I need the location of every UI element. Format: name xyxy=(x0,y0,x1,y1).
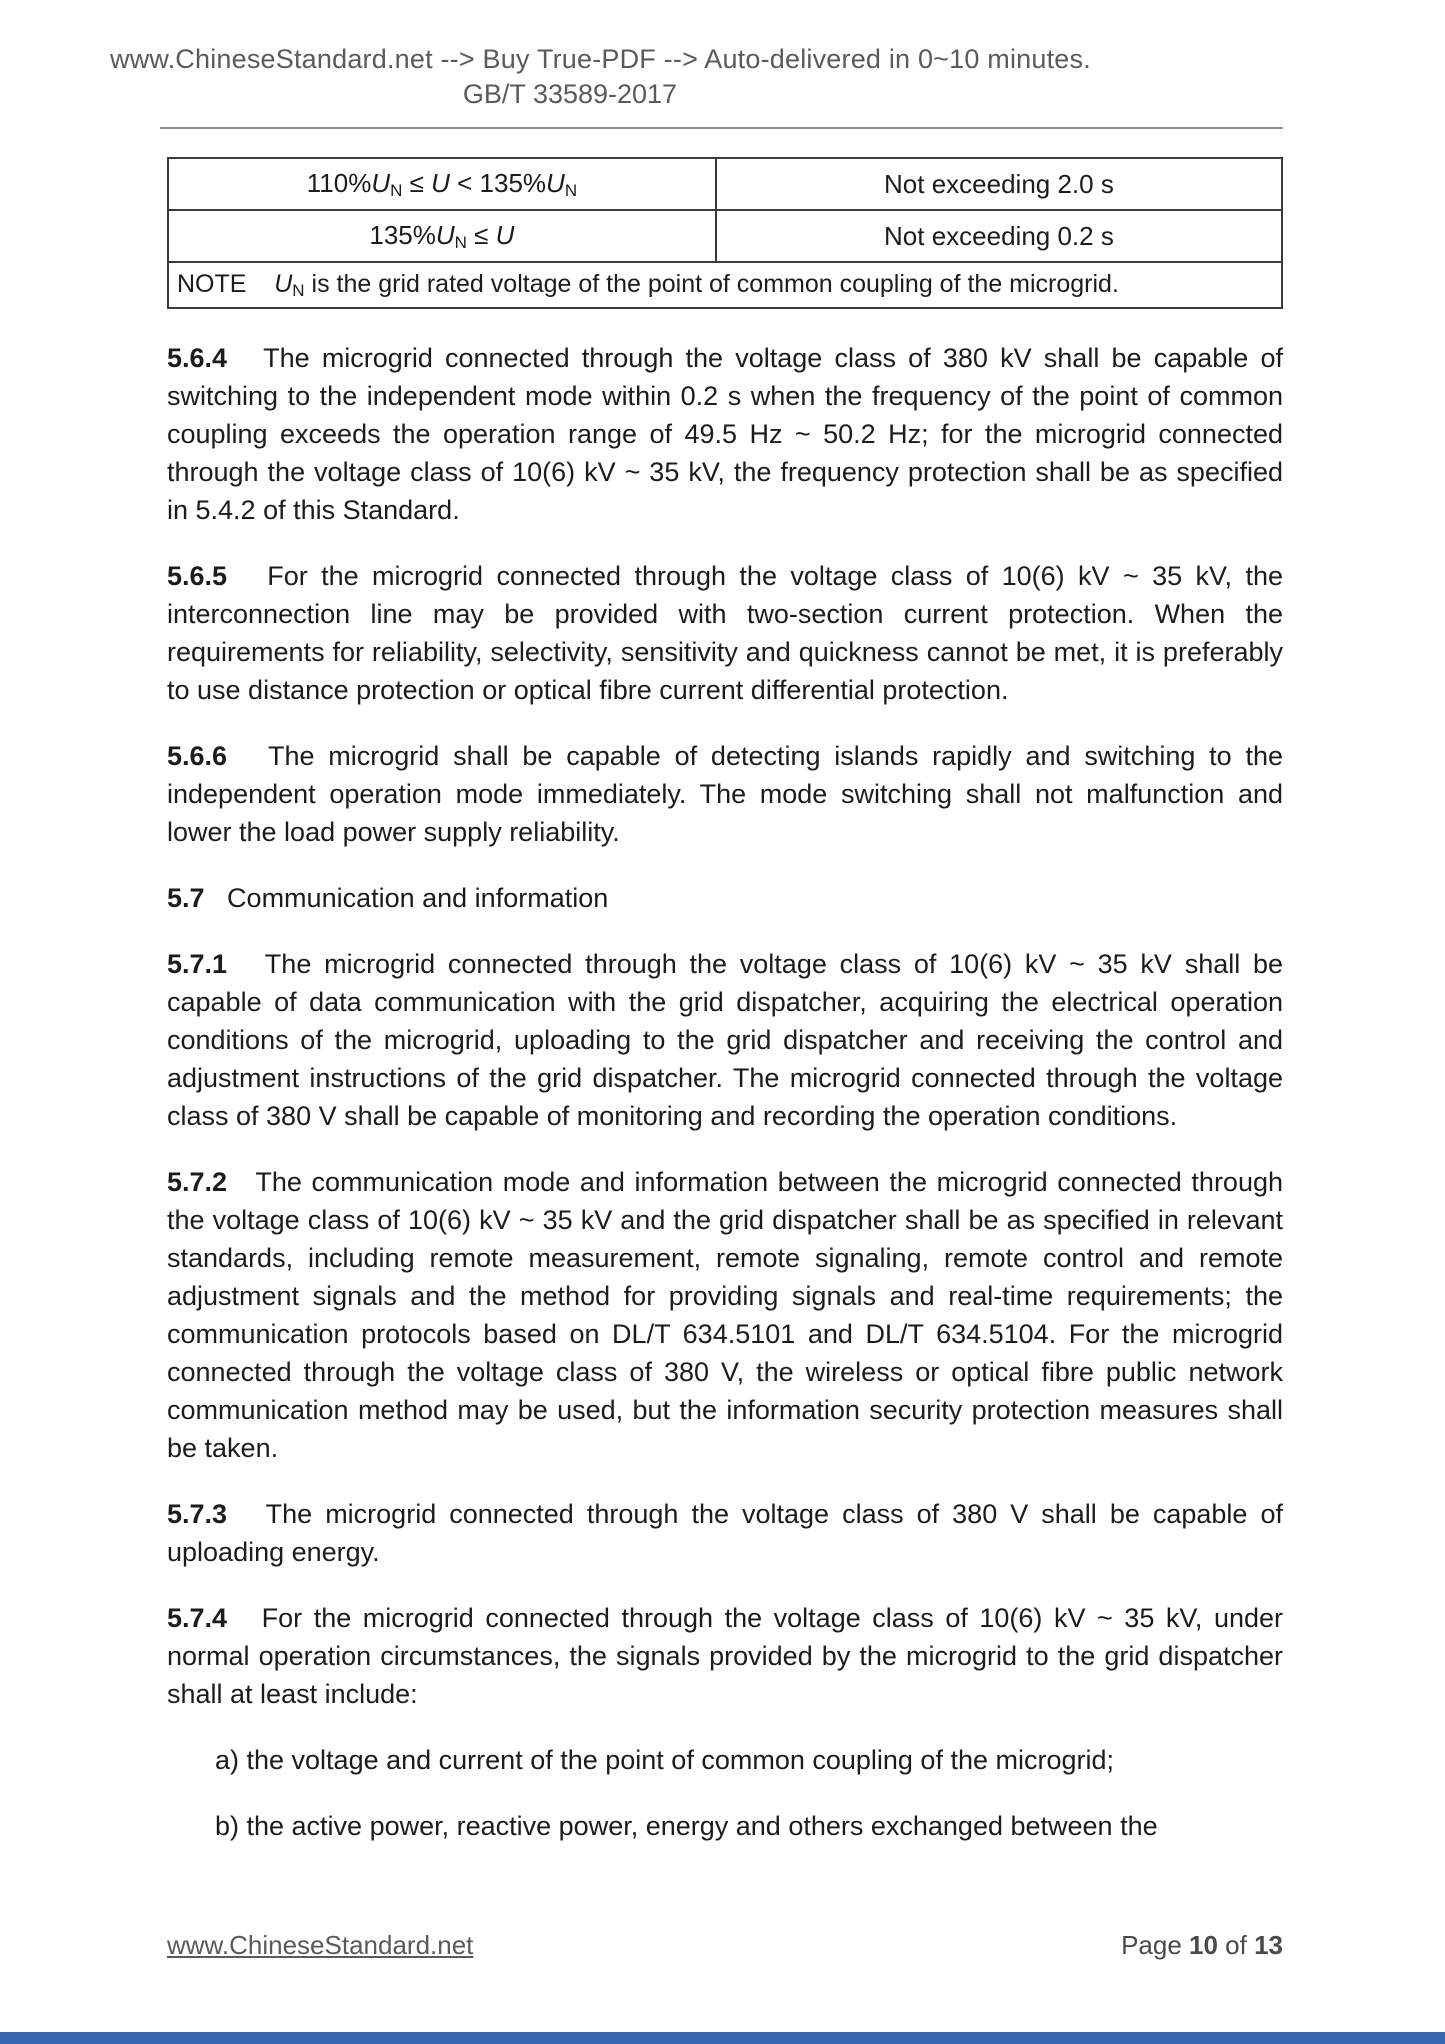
para-5-7-1: 5.7.1 The microgrid connected through the voltage class of 10(6) kV ~ 35 kV shall be capable of data communication with the grid dispatcher, acquiring the electrical operation conditions of the microgrid, uploading to the grid dispatcher and receiving the control and adjustment instructions of the grid dispatcher. The microgrid connected through the voltage class of 380 V shall be capable of monitoring and recording the operation conditions. xyxy=(167,949,1283,1131)
cell-requirement-1: Not exceeding 2.0 s xyxy=(716,158,1282,210)
cell-voltage-condition-2: $135\%U_N \le U$ xyxy=(168,210,716,262)
heading-5-7: 5.7 Communication and information xyxy=(167,883,609,913)
para-5-6-6: 5.6.6 The microgrid shall be capable of detecting islands rapidly and switching to the independent operation mode immediately. The mode switching shall not malfunction and lower the load power supply reliability. xyxy=(167,741,1283,847)
header-watermark: www.ChineseStandard.net --> Buy True-PDF --> Auto-delivered in 0~10 minutes. xyxy=(110,44,1091,74)
para-5-6-4: 5.6.4 The microgrid connected through the voltage class of 380 kV shall be capable of switching to the independent mode within 0.2 s when the frequency of the point of common coupling exceeds the operation range of 49.5 Hz ~ 50.2 Hz; for the microgrid connected through the voltage class of 10(6) kV ~ 35 kV, the frequency protection shall be as specified in 5.4.2 of this Standard. xyxy=(167,343,1283,525)
table-note: NOTE $U_N$ is the grid rated voltage of the point of common coupling of the microgrid. xyxy=(168,262,1282,308)
para-5-7-3: 5.7.3 The microgrid connected through the voltage class of 380 V shall be capable of uploading energy. xyxy=(167,1499,1283,1567)
list-item-a: a) the voltage and current of the point of common coupling of the microgrid; xyxy=(215,1745,1115,1775)
list-item-b: b) the active power, reactive power, energy and others exchanged between the xyxy=(215,1811,1158,1841)
para-5-7-2: 5.7.2 The communication mode and information between the microgrid connected through the voltage class of 10(6) kV ~ 35 kV and the grid dispatcher shall be as specified in relevant standards, including remote measurement, remote signaling, remote control and remote adjustment signals and the method for providing signals and real-time requirements; the communication protocols based on DL/T 634.5101 and DL/T 634.5104. For the microgrid connected through the voltage class of 380 V, the wireless or optical fibre public network communication method may be used, but the information security protection measures shall be taken. xyxy=(167,1167,1283,1463)
table-row xyxy=(168,158,1282,210)
table-row xyxy=(168,210,1282,262)
footer-page-label: Page 10 of 13 xyxy=(1121,1930,1283,1960)
cell-requirement-2: Not exceeding 0.2 s xyxy=(716,210,1282,262)
voltage-response-table xyxy=(167,157,1283,309)
bottom-blue-bar xyxy=(0,2032,1445,2044)
doc-number: GB/T 33589-2017 xyxy=(462,79,678,109)
page-body xyxy=(167,157,1283,1845)
para-5-7-4: 5.7.4 For the microgrid connected through the voltage class of 10(6) kV ~ 35 kV, under normal operation circumstances, the signals provided by the microgrid to the grid dispatcher shall at least include: xyxy=(167,1603,1283,1709)
para-5-6-5: 5.6.5 For the microgrid connected through the voltage class of 10(6) kV ~ 35 kV, the interconnection line may be provided with two-section current protection. When the requirements for reliability, selectivity, sensitivity and quickness cannot be met, it is preferably to use distance protection or optical fibre current differential protection. xyxy=(167,561,1283,705)
table-row xyxy=(168,262,1282,308)
footer-site-link[interactable]: www.ChineseStandard.net xyxy=(167,1930,474,1960)
header-rule xyxy=(160,127,1283,129)
cell-voltage-condition-1: $110\%U_N \le U < 135\%U_N$ xyxy=(168,158,716,210)
